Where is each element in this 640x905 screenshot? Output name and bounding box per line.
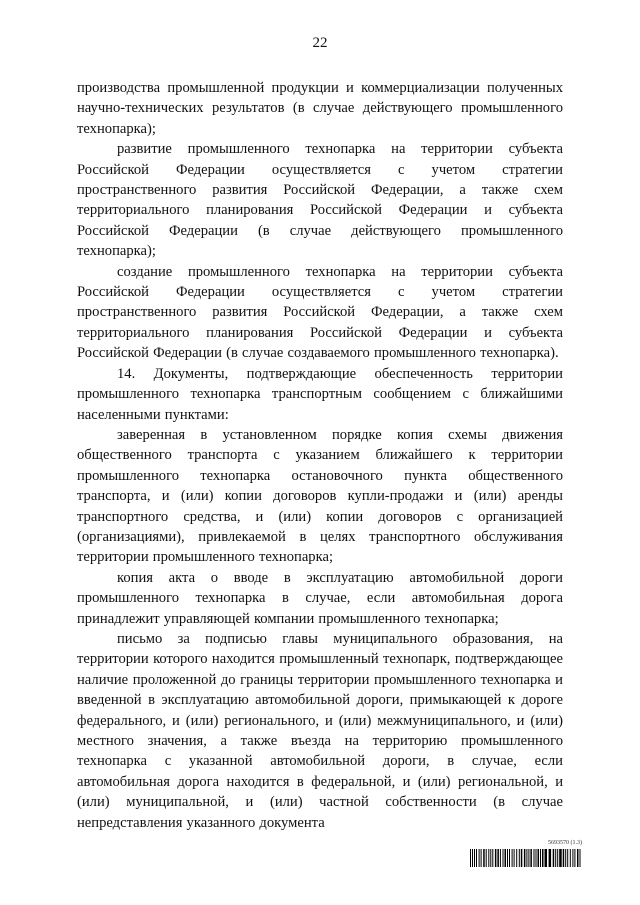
document-code: 5693570 (1.3) — [548, 840, 582, 846]
paragraph-5: заверенная в установленном порядке копия схемы движения общественного транспорта с указанием ближайшего к территории промышленного технопарка остановочного пункта общественного транспорта, и (или) копии договоров купли-продажи и (или) аренды транспортного средства, и (или) копии договоров с организацией (организациями), привлекаемой в целях транспортного обслуживания территории промышленного технопарка; — [77, 426, 563, 566]
barcode-icon — [470, 849, 582, 867]
paragraph-6: копия акта о вводе в эксплуатацию автомобильной дороги промышленного технопарка в случае, если автомобильная дорога принадлежит управляющей компании промышленного технопарка; — [77, 569, 563, 627]
document-body — [77, 78, 563, 833]
paragraph-2: развитие промышленного технопарка на территории субъекта Российской Федерации осуществляется с учетом стратегии пространственного развития Российской Федерации, а также схем территориального планирования Российской Федерации и субъекта Российской Федерации (в случае действующего промышленного технопарка); — [77, 141, 563, 260]
paragraph-4: 14. Документы, подтверждающие обеспеченность территории промышленного технопарка транспортным сообщением с ближайшими населенными пунктами: — [77, 365, 563, 423]
paragraph-1: производства промышленной продукции и коммерциализации полученных научно-технических результатов (в случае действующего промышленного технопарка); — [77, 80, 563, 137]
document-footer — [470, 840, 582, 867]
paragraph-3: создание промышленного технопарка на территории субъекта Российской Федерации осуществляется с учетом стратегии пространственного развития Российской Федерации, а также схем территориального планирования Российской Федерации и субъекта Российской Федерации (в случае создаваемого промышленного технопарка). — [77, 263, 563, 362]
paragraph-7: письмо за подписью главы муниципального образования, на территории которого находится промышленный технопарк, подтверждающее наличие проложенной до границы территории промышленного технопарка и введенной в эксплуатацию автомобильной дороги, примыкающей к дороге федерального, и (или) регионального, и (или) межмуниципального, и (или) местного значения, а также въезда на территорию промышленного технопарка с указанной автомобильной дороги, в случае, если автомобильная дорога находится в федеральной, и (или) региональной, и (или) муниципальной, и (или) частной собственности (в случае непредставления указанного документа — [77, 630, 563, 831]
page-number: 22 — [312, 35, 328, 51]
